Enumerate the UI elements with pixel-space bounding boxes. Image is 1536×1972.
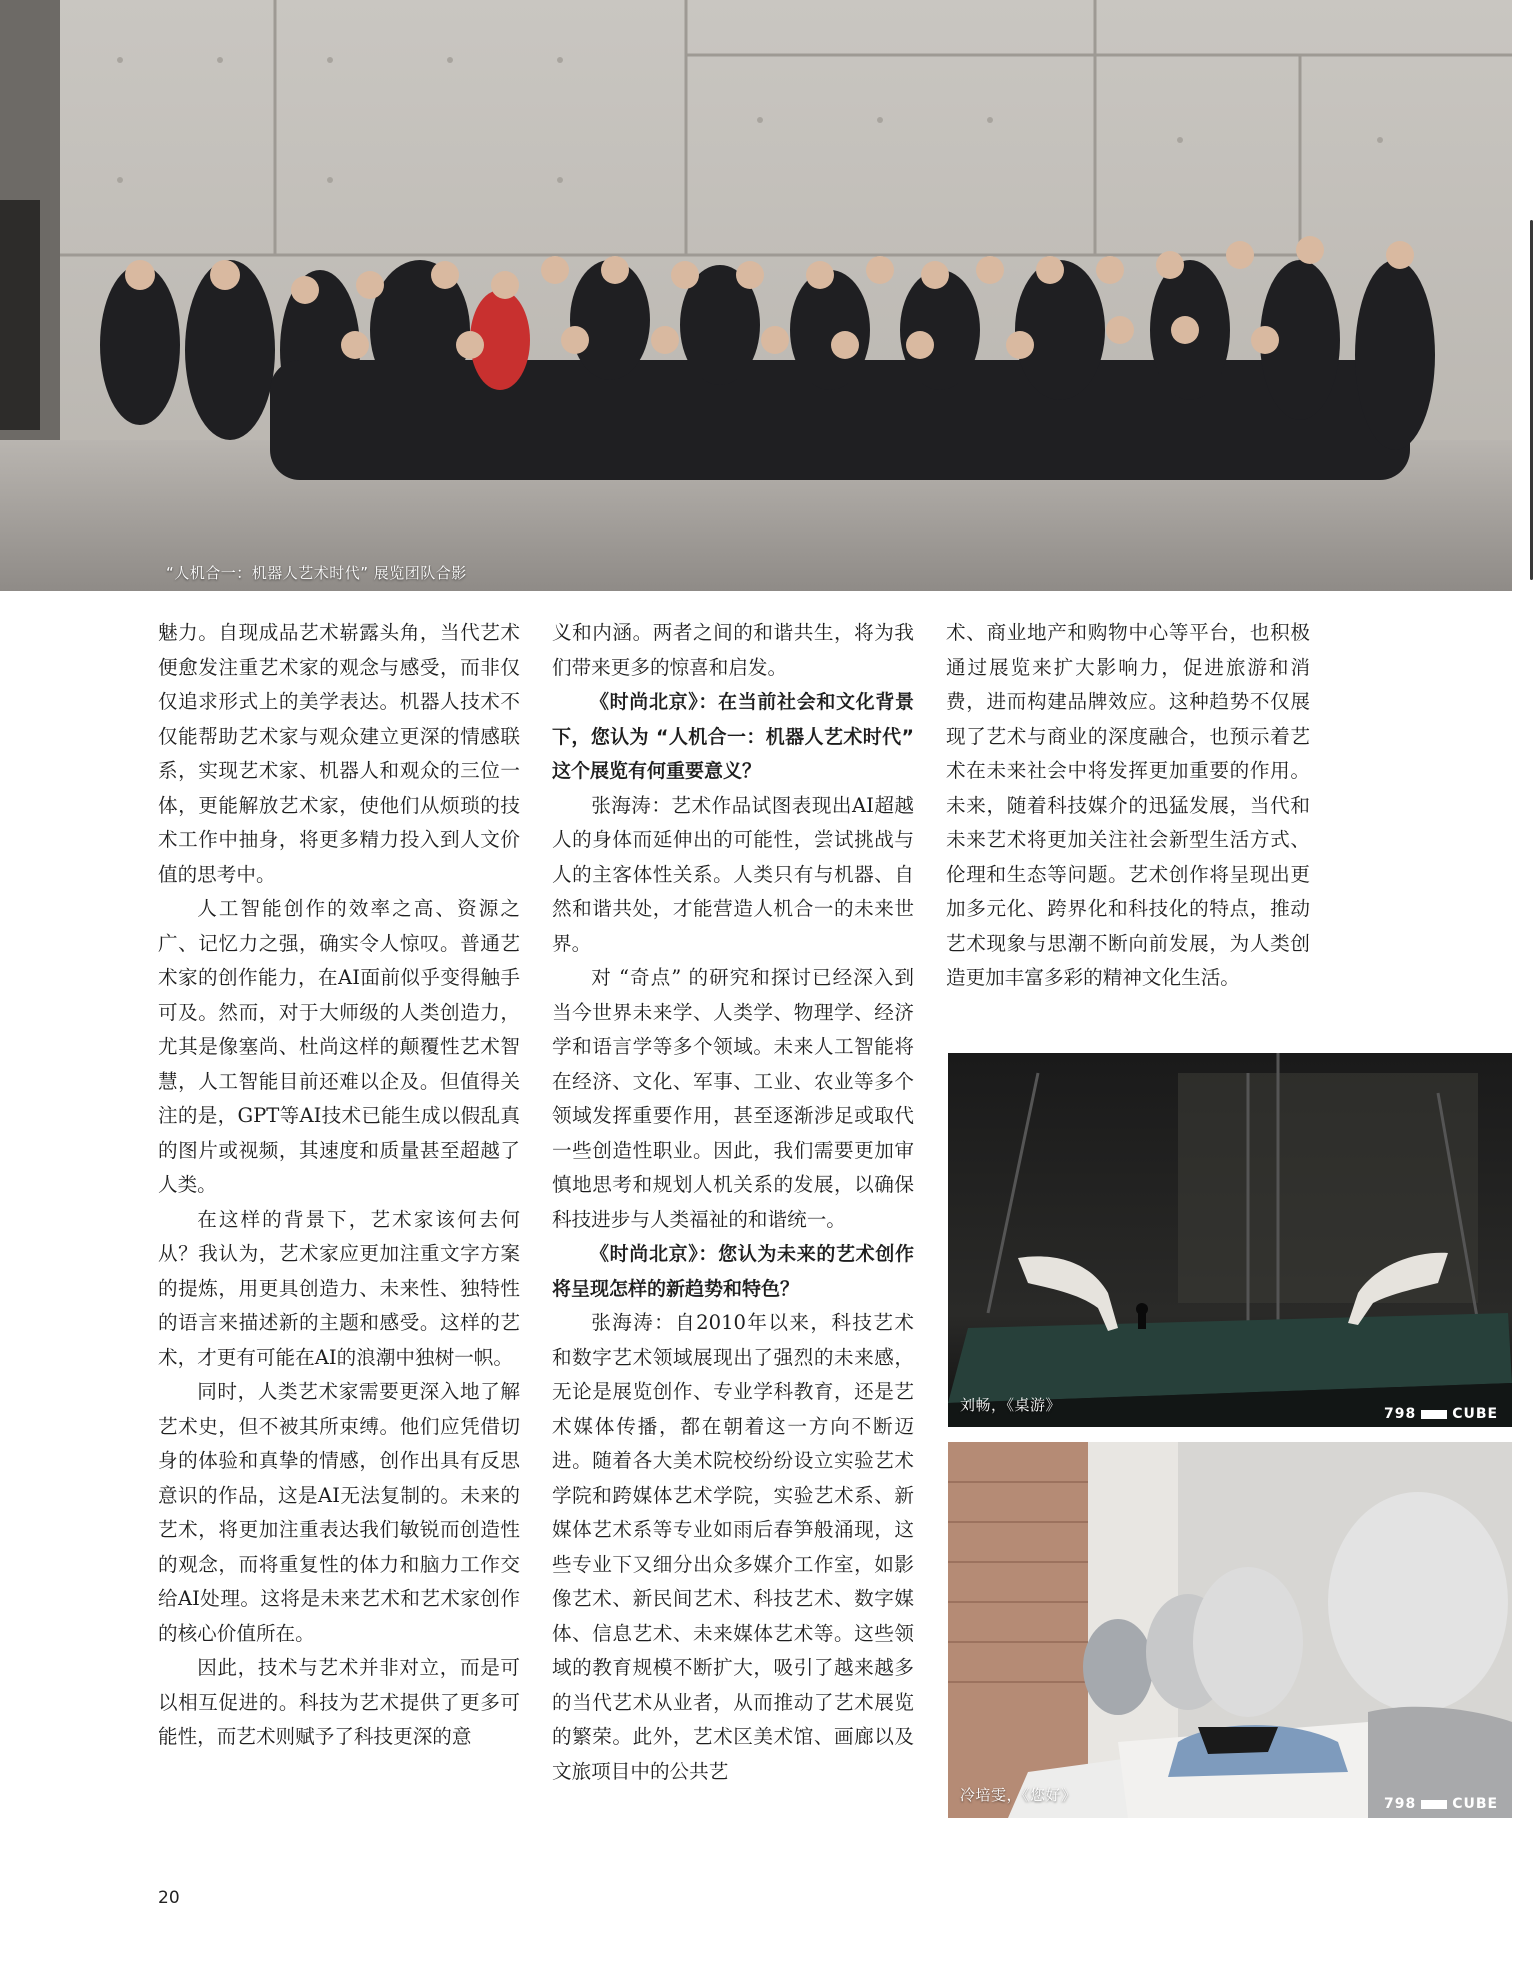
paragraph: 同时，人类艺术家需要更深入地了解艺术史，但不被其所束缚。他们应凭借切身的体验和真挚的情感，创作出具有反思意识的作品，这是AI无法复制的。未来的艺术，将更加注重表达我们敏锐而创造性的观念，而将重复性的体力和脑力工作交给AI处理。这将是未来艺术和艺术家创作的核心价值所在。 [158, 1380, 520, 1645]
board-game-artwork-photo [948, 1053, 1512, 1427]
team-photo-caption: “人机合一：机器人艺术时代” 展览团队合影 [166, 564, 467, 582]
paragraph: 张海涛：自2010年以来，科技艺术和数字艺术领域展现出了强烈的未来感，无论是展览创作、专业学科教育，还是艺术媒体传播，都在朝着这一方向不断迈进。随着各大美术院校纷纷设立实验艺术学院和跨媒体艺术学院，实验艺术系、新媒体艺术系等专业如雨后春笋般涌现，这些专业下又细分出众多媒介工作室，如影像艺术、新民间艺术、科技艺术、数字媒体、信息艺术、未来媒体艺术等。这些领域的教育规模不断扩大，吸引了越来越多的当代艺术从业者，从而推动了艺术展览的繁荣。此外，艺术区美术馆、画廊以及文旅项目中的公共艺 [552, 1311, 914, 1783]
logo-number: 798 [1384, 1406, 1417, 1422]
paragraph: 魅力。自现成品艺术崭露头角，当代艺术便愈发注重艺术家的观念与感受，而非仅仅追求形式上的美学表达。机器人技术不仅能帮助艺术家与观众建立更深的情感联系，实现艺术家、机器人和观众的三位一体，更能解放艺术家，使他们从烦琐的技术工作中抽身，将更多精力投入到人文价值的思考中。 [158, 621, 520, 886]
busts-artwork-photo [948, 1442, 1512, 1818]
logo-bar-icon [1421, 1800, 1447, 1809]
gallery-logo [1384, 1406, 1498, 1422]
interview-question: 《时尚北京》：您认为未来的艺术创作将呈现怎样的新趋势和特色？ [552, 1243, 914, 1300]
article-column-1 [158, 616, 520, 1755]
gallery-logo-2 [1384, 1796, 1498, 1812]
logo-word: CUBE [1452, 1796, 1499, 1812]
paragraph: 义和内涵。两者之间的和谐共生，将为我们带来更多的惊喜和启发。 [552, 621, 914, 679]
paragraph: 在这样的背景下，艺术家该何去何从？我认为，艺术家应更加注重文字方案的提炼，用更具创造力、未来性、独特性的语言来描述新的主题和感受。这样的艺术，才更有可能在AI的浪潮中独树一帜。 [158, 1207, 520, 1369]
interview-question: 《时尚北京》：在当前社会和文化背景下，您认为 “人机合一：机器人艺术时代” 这个展览有何重要意义？ [552, 691, 914, 782]
article-column-3 [946, 616, 1310, 996]
logo-bar-icon [1421, 1410, 1447, 1419]
article-column-2 [552, 616, 914, 1789]
logo-text [1384, 1406, 1498, 1422]
team-group-photo [0, 0, 1512, 591]
logo-text-2 [1384, 1796, 1498, 1812]
paragraph: 张海涛：艺术作品试图表现出AI超越人的身体而延伸出的可能性，尝试挑战与人的主客体性关系。人类只有与机器、自然和谐共处，才能营造人机合一的未来世界。 [552, 793, 914, 955]
paragraph: 因此，技术与艺术并非对立，而是可以相互促进的。科技为艺术提供了更多可能性，而艺术则赋予了科技更深的意 [158, 1656, 520, 1748]
busts-caption: 冷培雯，《您好》 [960, 1786, 1077, 1804]
logo-number: 798 [1384, 1796, 1417, 1812]
paragraph: 人工智能创作的效率之高、资源之广、记忆力之强，确实令人惊叹。普通艺术家的创作能力，在AI面前似乎变得触手可及。然而，对于大师级的人类创造力，尤其是像塞尚、杜尚这样的颠覆性艺术智慧，人工智能目前还难以企及。但值得关注的是，GPT等AI技术已能生成以假乱真的图片或视频，其速度和质量甚至超越了人类。 [158, 897, 520, 1196]
scrollbar[interactable] [1530, 220, 1533, 580]
paragraph: 对 “奇点” 的研究和探讨已经深入到当今世界未来学、人类学、物理学、经济学和语言学等多个领域。未来人工智能将在经济、文化、军事、工业、农业等多个领域发挥重要作用，甚至逐渐涉足或取代一些创造性职业。因此，我们需要更加审慎地思考和规划人机关系的发展，以确保科技进步与人类福祉的和谐统一。 [552, 966, 914, 1231]
board-game-caption: 刘畅，《桌游》 [960, 1396, 1062, 1414]
logo-word: CUBE [1452, 1406, 1499, 1422]
page-number: 20 [158, 1888, 180, 1908]
paragraph: 术、商业地产和购物中心等平台，也积极通过展览来扩大影响力，促进旅游和消费，进而构建品牌效应。这种趋势不仅展现了艺术与商业的深度融合，也预示着艺术在未来社会中将发挥更加重要的作用。未来，随着科技媒介的迅猛发展，当代和未来艺术将更加关注社会新型生活方式、伦理和生态等问题。艺术创作将呈现出更加多元化、跨界化和科技化的特点，推动艺术现象与思潮不断向前发展，为人类创造更加丰富多彩的精神文化生活。 [946, 621, 1310, 989]
